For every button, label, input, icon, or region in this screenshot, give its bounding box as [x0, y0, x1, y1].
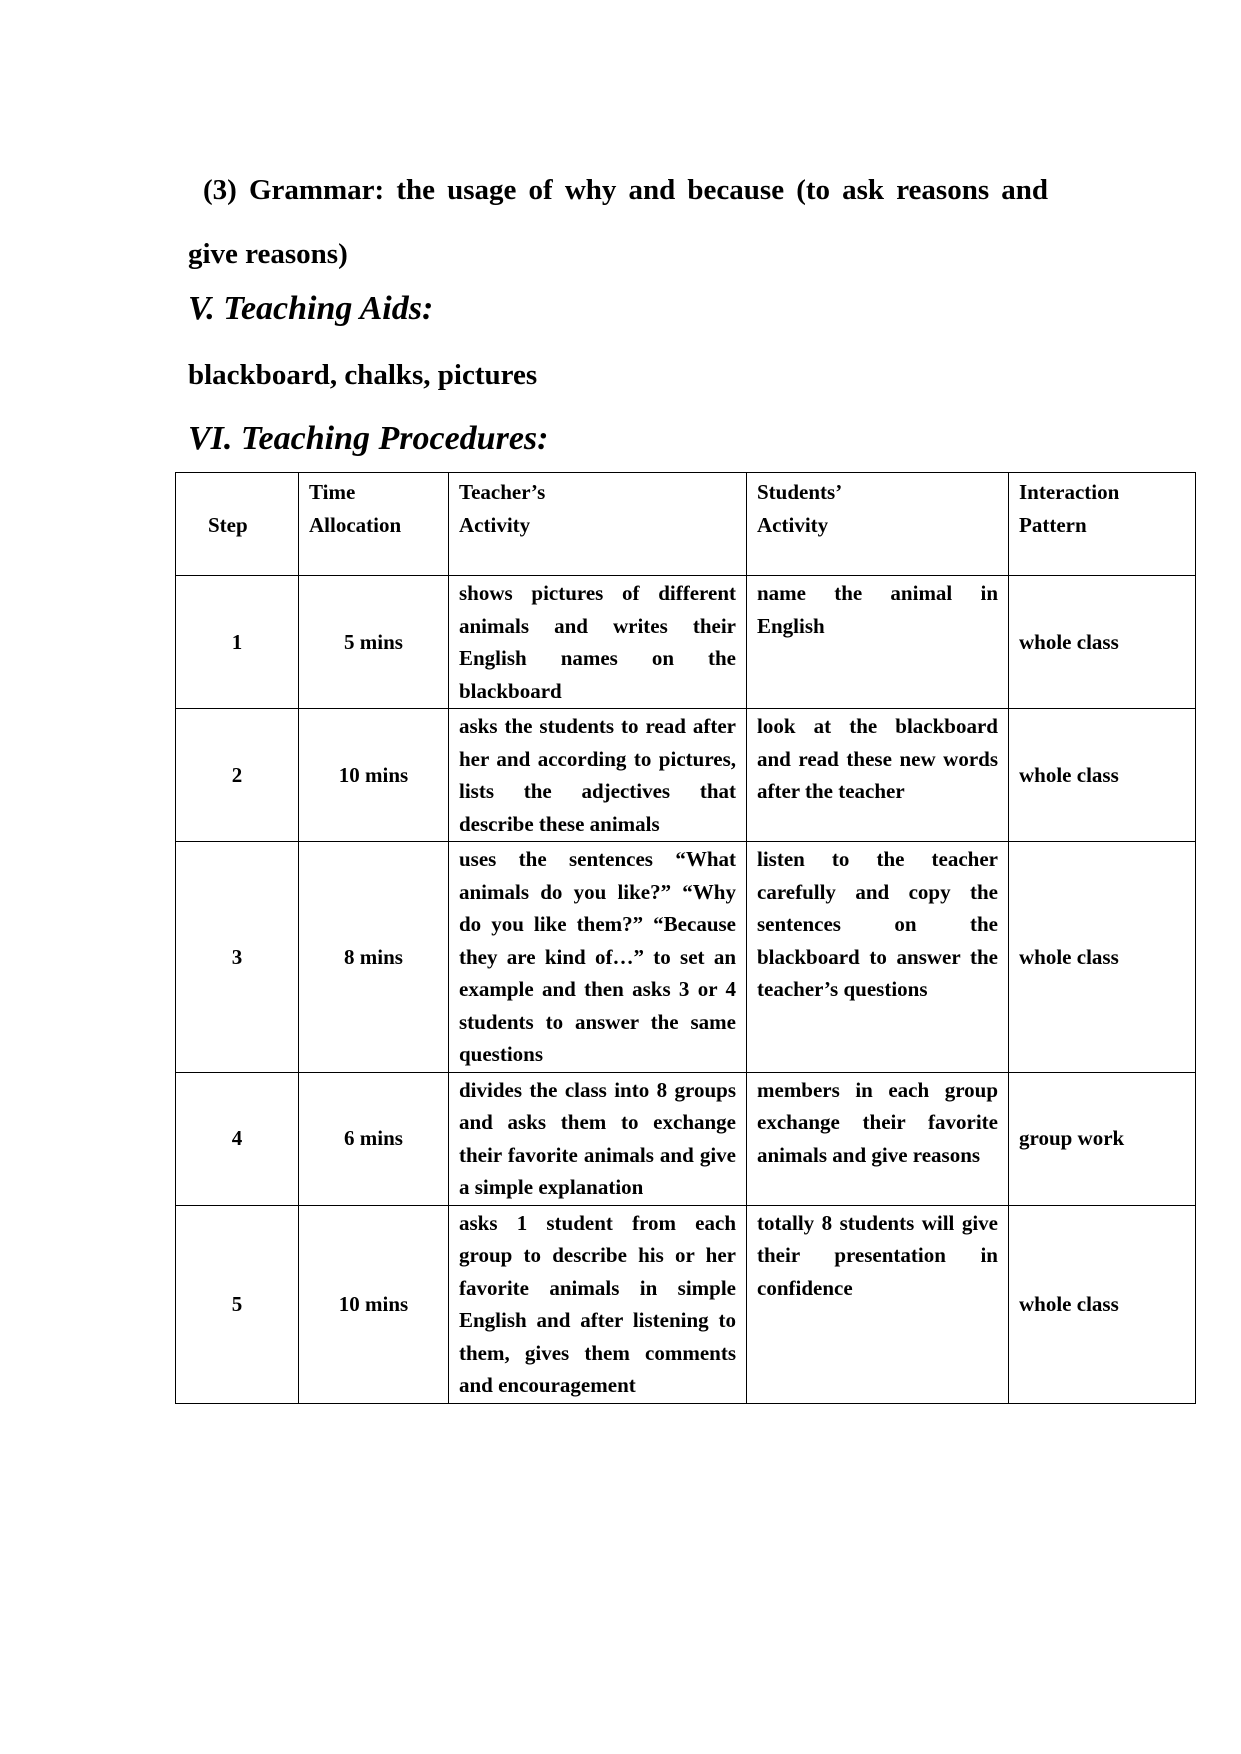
step-cell: 3: [176, 842, 299, 1073]
students-activity-cell: listen to the teacher carefully and copy the sentences on the blackboard to answer the teacher’s questions: [747, 842, 1009, 1073]
time-cell: 10 mins: [299, 709, 449, 842]
table-row: [176, 1072, 1196, 1205]
students-activity-cell: name the animal in English: [747, 576, 1009, 709]
table-header-row: [176, 473, 1196, 576]
header-teacher-activity: Teacher’s Activity: [449, 473, 747, 576]
interaction-pattern-cell: whole class: [1009, 1205, 1196, 1403]
grammar-objective: (3) Grammar: the usage of why and because (to ask reasons and give reasons): [188, 174, 1048, 270]
students-activity-cell: look at the blackboard and read these new words after the teacher: [747, 709, 1009, 842]
procedures-table: [175, 472, 1196, 1404]
table-row: [176, 709, 1196, 842]
header-interaction-pattern: Interaction Pattern: [1009, 473, 1196, 576]
interaction-pattern-cell: group work: [1009, 1072, 1196, 1205]
teacher-activity-cell: divides the class into 8 groups and asks them to exchange their favorite animals and give a simple explanation: [449, 1072, 747, 1205]
header-step: Step: [176, 473, 299, 576]
teaching-aids-text: blackboard, chalks, pictures: [188, 359, 538, 391]
interaction-pattern-cell: whole class: [1009, 576, 1196, 709]
teacher-activity-cell: shows pictures of different animals and writes their English names on the blackboard: [449, 576, 747, 709]
step-cell: 1: [176, 576, 299, 709]
interaction-pattern-cell: whole class: [1009, 842, 1196, 1073]
time-cell: 8 mins: [299, 842, 449, 1073]
teacher-activity-cell: asks the students to read after her and according to pictures, lists the adjectives that describe these animals: [449, 709, 747, 842]
step-cell: 2: [176, 709, 299, 842]
interaction-pattern-cell: whole class: [1009, 709, 1196, 842]
header-time-allocation: Time Allocation: [299, 473, 449, 576]
time-cell: 10 mins: [299, 1205, 449, 1403]
teaching-procedures-heading: VI. Teaching Procedures:: [188, 420, 549, 457]
table-row: [176, 1205, 1196, 1403]
header-students-activity: Students’ Activity: [747, 473, 1009, 576]
table-row: [176, 842, 1196, 1073]
step-cell: 4: [176, 1072, 299, 1205]
students-activity-cell: members in each group exchange their favorite animals and give reasons: [747, 1072, 1009, 1205]
teaching-aids-heading: V. Teaching Aids:: [188, 290, 434, 327]
time-cell: 5 mins: [299, 576, 449, 709]
students-activity-cell: totally 8 students will give their presentation in confidence: [747, 1205, 1009, 1403]
teacher-activity-cell: asks 1 student from each group to describe his or her favorite animals in simple English and after listening to them, gives them comments and encouragement: [449, 1205, 747, 1403]
teacher-activity-cell: uses the sentences “What animals do you like?” “Why do you like them?” “Because they are kind of…” to set an example and then asks 3 or 4 students to answer the same questions: [449, 842, 747, 1073]
table-row: [176, 576, 1196, 709]
time-cell: 6 mins: [299, 1072, 449, 1205]
step-cell: 5: [176, 1205, 299, 1403]
